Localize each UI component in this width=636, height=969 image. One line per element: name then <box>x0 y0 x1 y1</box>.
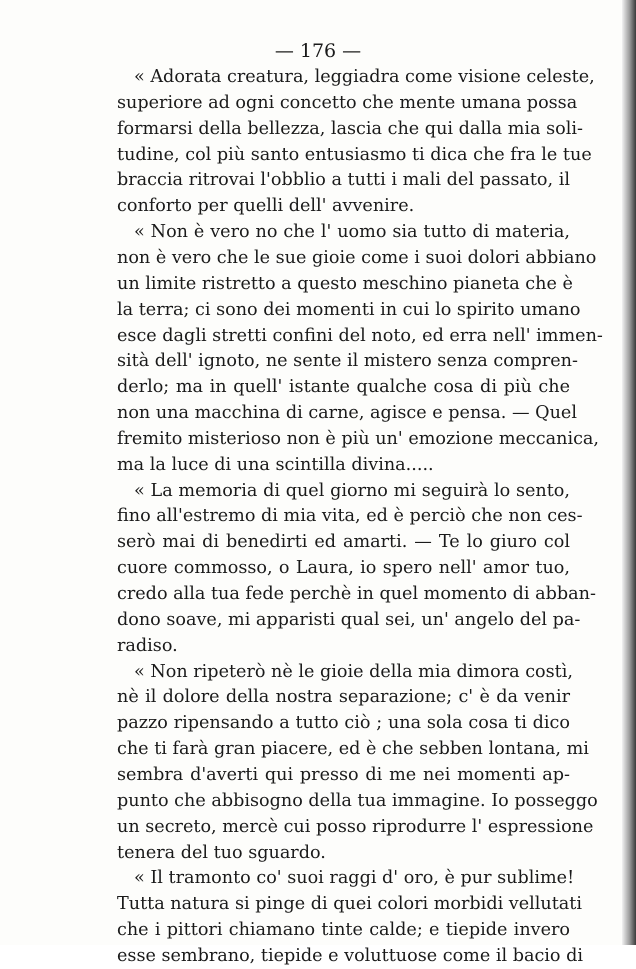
text-line: sembra d'averti qui presso di me nei momenti ap- <box>117 764 570 785</box>
text-line: non una macchina di carne, agisce e pensa. — Quel <box>117 403 577 424</box>
text-line: serò mai di benedirti ed amarti. — Te lo giuro col <box>117 532 570 553</box>
text-line: fremito misterioso non è più un' emozione meccanica, <box>117 428 600 449</box>
text-line: « Non ripeterò nè le gioie della mia dimora costì, <box>134 661 573 682</box>
text-line: tudine, col più santo entusiasmo ti dica che fra le tue <box>117 144 592 165</box>
text-line: radiso. <box>117 635 178 656</box>
text-line: un secreto, mercè cui posso riprodurre l' espressione <box>117 816 594 837</box>
text-line: credo alla tua fede perchè in quel momento di abban- <box>117 584 596 604</box>
text-line: derlo; ma in quell' istante qualche cosa di più che <box>117 377 570 398</box>
text-line: pazzo ripensando a tutto ciò ; una sola cosa ti dico <box>117 713 570 734</box>
text-line: esse sembrano, tiepide e voluttuose come il bacio di <box>117 945 584 966</box>
text-line: non è vero che le sue gioie come i suoi dolori abbiano <box>117 247 597 268</box>
text-line: nè il dolore della nostra separazione; c' è da venir <box>117 687 570 708</box>
text-line: sità dell' ignoto, ne sente il mistero senza compren- <box>117 351 578 372</box>
text-line: superiore ad ogni concetto che mente umana possa <box>117 92 578 113</box>
text-line: « Non è vero no che l' uomo sia tutto di materia, <box>134 222 570 243</box>
text-line: cuore commosso, o Laura, io spero nell' amor tuo, <box>117 558 570 579</box>
text-line: « Il tramonto co' suoi raggi d' oro, è pur sublime! <box>134 868 575 889</box>
text-line: esce dagli stretti confini del noto, ed erra nell' immen- <box>117 325 603 346</box>
text-line: punto che abbisogno della tua immagine. Io posseggo <box>117 790 598 811</box>
text-line: formarsi della bellezza, lascia che qui dalla mia soli- <box>117 118 583 139</box>
page-number: — 176 — <box>274 40 362 62</box>
text-line: conforto per quelli dell' avvenire. <box>117 196 415 217</box>
text-line: ma la luce di una scintilla divina..... <box>117 454 434 475</box>
text-line: Tutta natura si pinge di quei colori morbidi vellutati <box>117 894 582 915</box>
text-line: braccia ritrovai l'obblio a tutti i mali del passato, il <box>117 170 570 191</box>
text-line: la terra; ci sono dei momenti in cui lo spirito umano <box>117 299 581 320</box>
text-line: che ti farà gran piacere, ed è che sebben lontana, mi <box>117 739 589 760</box>
text-line: fino all'estremo di mia vita, ed è perciò che non ces- <box>117 506 583 527</box>
text-line: tenera del tuo sguardo. <box>117 842 326 863</box>
text-line: un limite ristretto a questo meschino pianeta che è <box>117 273 573 294</box>
text-line: « La memoria di quel giorno mi seguirà lo sento, <box>134 480 570 501</box>
book-spine-shadow <box>622 0 636 945</box>
text-line: « Adorata creatura, leggiadra come visione celeste, <box>134 67 595 87</box>
text-line: dono soave, mi apparisti qual sei, un' angelo del pa- <box>117 609 581 630</box>
text-line: che i pittori chiamano tinte calde; e tiepide invero <box>117 920 570 941</box>
